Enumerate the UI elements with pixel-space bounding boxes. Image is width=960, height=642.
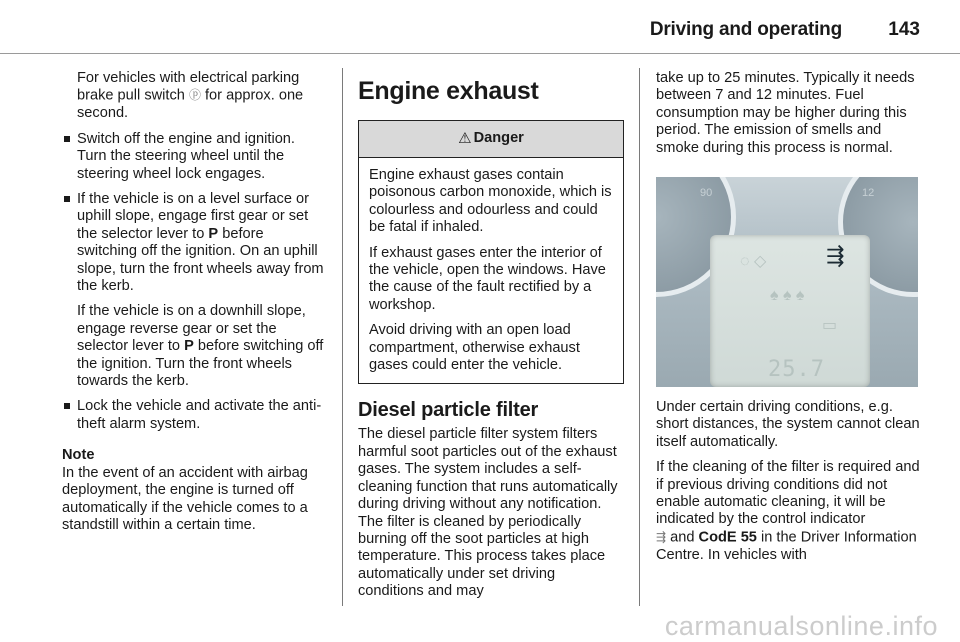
danger-header: [359, 121, 623, 158]
faint-battery-icon: ▭: [822, 317, 838, 335]
watermark-text: carmanualsonline.info: [664, 611, 938, 641]
lcd-reading: 25.7: [768, 357, 825, 383]
header-rule: [0, 53, 960, 54]
column-divider-2: [639, 68, 640, 606]
column-2: [358, 70, 624, 601]
instrument-cluster-photo: [656, 177, 918, 387]
dial-number: 12: [862, 187, 875, 200]
faint-indicator-icon: ◌ ◇: [740, 253, 767, 271]
dpf-indicator-text: If the cleaning of the filter is required and if previous driving conditions did not enable automatic cleaning, it will be indicated by the control indicator ⇶ and CodE 55 in the Driver Information Centre. In vehicles with: [656, 459, 920, 563]
danger-label: Danger: [473, 130, 524, 147]
column-divider-1: [342, 68, 343, 606]
downhill-instruction: If the vehicle is on a downhill slope, engage reverse gear or set the selector lever to P before switching off the ignition. Turn the front wheels towards the kerb.: [77, 303, 324, 390]
column-1: [62, 70, 326, 534]
faint-indicator-icon: ♠ ♠ ♠: [770, 287, 805, 305]
danger-paragraph: If exhaust gases enter the interior of the vehicle, open the windows. Have the cause of the fault rectified by a workshop.: [369, 244, 606, 313]
footer-watermark: [0, 609, 960, 642]
dpf-duration-text: take up to 25 minutes. Typically it needs between 7 and 12 minutes. Fuel consumption may be higher during this period. The emission of smells and smoke during this process is normal.: [656, 70, 915, 156]
bullet-level-surface: If the vehicle is on a level surface or uphill slope, engage first gear or set the selector lever to P before switching off the ignition. On an uphill slope, turn the front wheels away from the kerb.: [62, 191, 326, 295]
page-header: [0, 19, 960, 49]
section-title: Driving and operating: [649, 19, 842, 40]
bullet-lock-vehicle: Lock the vehicle and activate the anti-theft alarm system.: [62, 398, 326, 433]
driver-information-centre: [710, 235, 870, 387]
diesel-particle-filter-icon: ⇶: [826, 243, 845, 269]
diesel-particle-filter-heading: Diesel particle filter: [358, 399, 539, 422]
diesel-particle-filter-icon: ⇶: [656, 529, 667, 544]
page-number: 143: [888, 19, 920, 40]
danger-paragraph: Avoid driving with an open load compartment, otherwise exhaust gases could enter the vehicle.: [369, 322, 580, 374]
danger-paragraph: Engine exhaust gases contain poisonous carbon monoxide, which is colourless and odourless and could be fatal if inhaled.: [369, 167, 612, 236]
engine-exhaust-heading: Engine exhaust: [358, 77, 539, 105]
note-text: In the event of an accident with airbag deployment, the engine is turned off automatically if the vehicle comes to a standstill within a certain time.: [62, 464, 308, 533]
column-3: [656, 70, 922, 564]
parking-brake-instruction: For vehicles with electrical parking brake pull switch ⓟ for approx. one second.: [77, 70, 304, 122]
warning-triangle-icon: ⚠: [458, 130, 472, 148]
dpf-conditions-text: Under certain driving conditions, e.g. short distances, the system cannot clean itself automatically.: [656, 399, 920, 450]
note-heading: Note: [62, 447, 95, 464]
parking-brake-icon: ⓟ: [188, 88, 201, 103]
bullet-switch-off: Switch off the engine and ignition. Turn the steering wheel until the steering wheel lock engages.: [62, 131, 326, 183]
dpf-body-text: The diesel particle filter system filters harmful soot particles out of the exhaust gases. The system includes a self-cleaning function that runs automatically during driving without any notification. The filter is cleaned by periodically burning off the soot particles at high temperature. This process takes place automatically under set driving conditions and may: [358, 426, 618, 600]
dial-number: 90: [700, 187, 713, 200]
danger-body: [359, 158, 623, 383]
danger-box: [358, 120, 624, 384]
